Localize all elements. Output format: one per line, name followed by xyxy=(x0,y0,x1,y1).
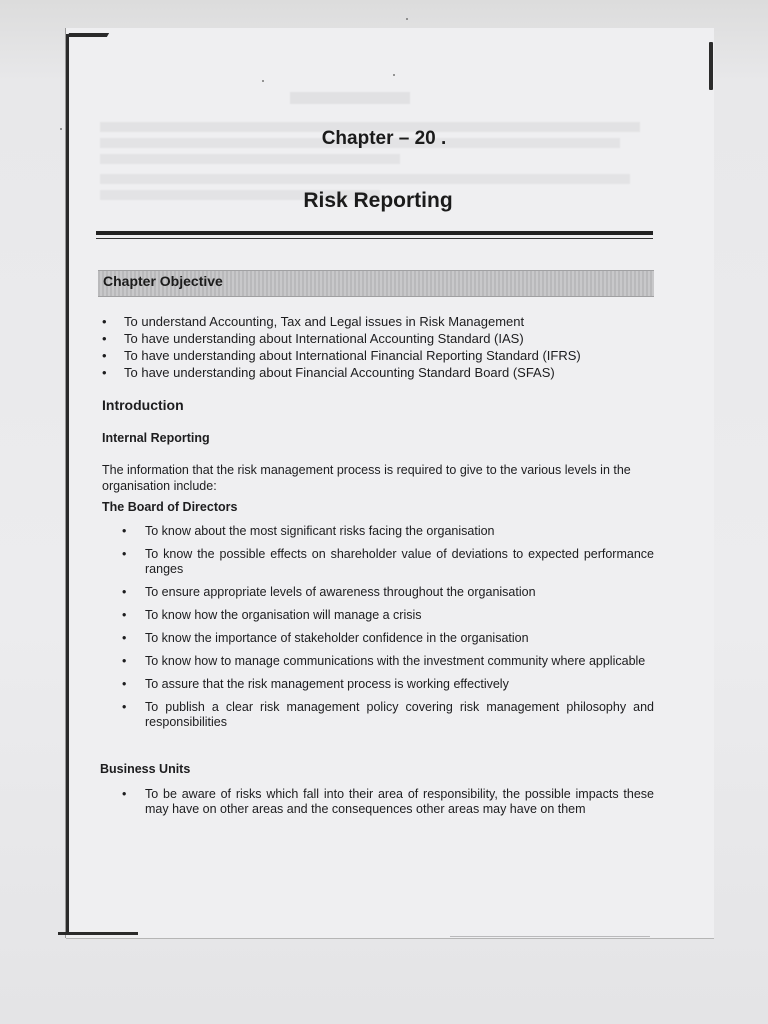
business-units-heading: Business Units xyxy=(100,762,191,776)
board-heading: The Board of Directors xyxy=(102,500,238,514)
list-item: • To know how the organisation will manage a crisis xyxy=(102,608,654,623)
list-item: • To know the importance of stakeholder confidence in the organisation xyxy=(102,631,654,646)
list-item: • To be aware of risks which fall into their area of responsibility, the possible impacts these may have on other areas and the consequences other areas may have on them xyxy=(102,787,654,817)
title-rule-thick xyxy=(96,231,653,235)
list-item: • To know how to manage communications with the investment community where applicable xyxy=(102,654,654,669)
list-item: • To publish a clear risk management policy covering risk management philosophy and responsibilities xyxy=(102,700,654,730)
list-item: • To have understanding about Financial Accounting Standard Board (SFAS) xyxy=(100,364,660,381)
introduction-paragraph: The information that the risk management process is required to give to the various levels in the organisation include: xyxy=(102,463,631,493)
chapter-title: Risk Reporting xyxy=(303,189,453,212)
list-item: • To ensure appropriate levels of awareness throughout the organisation xyxy=(102,585,654,600)
business-units-list xyxy=(102,787,654,825)
objective-heading: Chapter Objective xyxy=(103,273,223,289)
list-item: • To understand Accounting, Tax and Legal issues in Risk Management xyxy=(100,313,660,330)
list-item: • To have understanding about International Accounting Standard (IAS) xyxy=(100,330,660,347)
list-item: • To assure that the risk management process is working effectively xyxy=(102,677,654,692)
list-item: • To know the possible effects on shareholder value of deviations to expected performance ranges xyxy=(102,547,654,577)
footer-rule xyxy=(450,936,650,937)
list-item: • To know about the most significant risks facing the organisation xyxy=(102,524,654,539)
board-list xyxy=(102,524,654,738)
title-rule-thin xyxy=(96,238,653,239)
introduction-heading: Introduction xyxy=(102,397,184,413)
internal-reporting-heading: Internal Reporting xyxy=(102,431,210,445)
objective-list xyxy=(100,313,660,381)
list-item: • To have understanding about International Financial Reporting Standard (IFRS) xyxy=(100,347,660,364)
chapter-number: Chapter – 20 . xyxy=(321,128,447,149)
